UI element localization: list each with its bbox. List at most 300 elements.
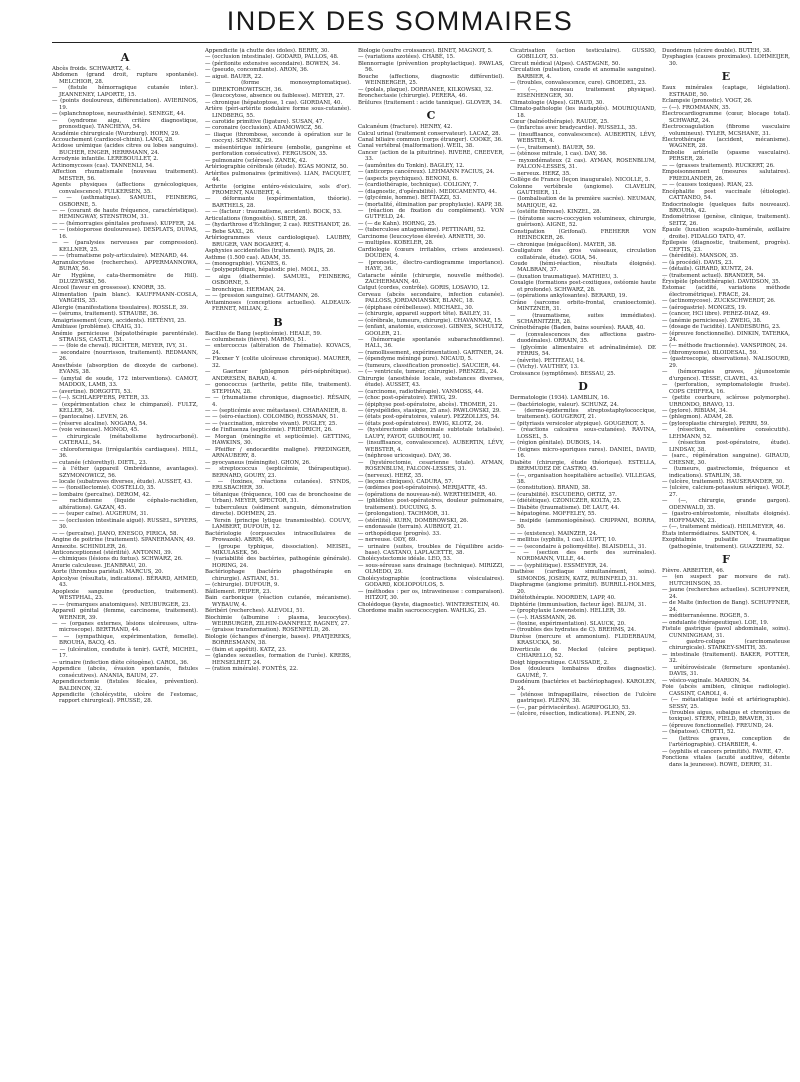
index-entry: — (péritonite extensive secondaire). BOWEN, 34. — [205, 60, 341, 67]
index-entry: — (œdèmes post-opératoires). MERIJATTE, 45. — [358, 485, 487, 492]
index-entry: Carcinome (leucocytose élevée). ARNETH, 30. — [358, 233, 486, 240]
index-entry: — (épreuve fonctionnelle). DINKIN, TATERKA, 24. — [662, 330, 790, 344]
index-entry: Fièvre. ARBEITER, 46. — [662, 567, 725, 574]
index-entry: — — (grasses traitement). RUCKERT, 26. — [662, 162, 775, 169]
index-entry: — (sténose infrapapillaire, résection de l'ulcère gastrique). PLENN, 38. — [510, 691, 656, 705]
index-entry: — (lombalisation de la première sacrée). NEUMAN, MARIQUE, 42. — [510, 196, 656, 209]
index-entry: — (insuffisance, convalescence). AUBERTIN, LÉVY, WEBSTER, 4. — [358, 440, 504, 453]
index-entry: — (—, traitement). BAUER, 59. — [510, 144, 595, 151]
index-entry: Circulation (pulsation, coude et anomalie sanguine). BARBIER, 4. — [510, 67, 656, 80]
index-entry: Artériogrammes vieux cardiologique). LAUBRY, BRUGER, VAN BOGAERT, 4. — [205, 235, 351, 248]
index-entry: — (—). HASSMANN, 26. — [510, 614, 577, 621]
index-entry: — (nerveux). HERZ, 35. — [358, 472, 424, 479]
index-entry: — mellitus (syphilis, 1 cas). LUPTT, 10. — [510, 537, 617, 544]
index-entry: — (aspects psychiques). BENONI, 6. — [358, 175, 458, 182]
index-entry: — (sarc., régénération sanguine). GIRAUD, CHESNE, 30. — [662, 453, 790, 466]
index-entry: — — (section des nerfs des surrénales). NORDMANN, VILLE, 44. — [510, 549, 656, 563]
index-entry: — (expérimentation chez le chimpanzé). FULTZ, KELLER, 34. — [52, 401, 198, 415]
index-entry: — (hémorragies graves, jéjunostomie d'urgence). TESSE, CLAVEL, 43. — [662, 369, 790, 382]
index-entry: — urétérovésicale (fermeture spontanée). DAVIS, 31. — [662, 664, 790, 678]
index-entry: — (syphilis et cancers primitifs). FAVRE, 47. — [662, 748, 784, 755]
index-entry: — — (vaccination, microbe vivant). PUGLEY, 25. — [205, 420, 338, 427]
index-entry: — endonasale (terrain). AUBRIOT, 21. — [358, 524, 463, 531]
index-entry: Alcool (faveur en grossesse). KNORR, 35. — [52, 285, 166, 292]
index-entry: — (ostéite fibreuse). KINZEL, 28. — [510, 209, 602, 216]
index-entry: Anesthésie (absorption de dioxyde de carbone). EVANS, 38. — [52, 362, 198, 376]
index-entry: — (néphrose uricosique). DAY, 36. — [358, 453, 452, 460]
index-entry: — — (toxines, réactions cutanées). SYNDS, ERLSBACHER, 39. — [205, 479, 351, 492]
index-entry: Bactériologie (corpuscules intracellulaires de Prowazek). ABRIN, 46. — [205, 530, 351, 544]
index-entry: Cerveau (abcès secondaire, infection cutanée). PALLOSS, JORDANIANSKY, BLANC, 18. — [358, 291, 504, 305]
index-column-2 — [205, 48, 351, 1078]
index-entry: Coxalgie (formations post-coxitiques, ostéomie haute et profonde). SCHWARZ, 28. — [510, 280, 656, 293]
index-entry: Artère (péri-artérite nodulaire forme sous-cutanée). LINDBERG, 55. — [205, 106, 351, 119]
index-entry: — (états post-opératoires). EWIG, KLOTZ, 24. — [358, 420, 484, 427]
index-entry: Biologie (échanges d'énergie, bases). PRATJEREKS, BORRESMANN, 38. — [205, 633, 351, 647]
index-entry: — (épiphase cérébelleuse). MICHAEL, 30. — [358, 304, 474, 311]
index-entry: — streptococcus (septicémie, thérapeutique). BERNARD, GOURY, 23. — [205, 466, 351, 479]
index-entry: — (hydarthrose d'Echlinger, 2 cas). RESTHANDT, 26. — [205, 222, 351, 229]
index-entry: — (gastroscopie, observations). NALISOURD, 29. — [662, 356, 790, 369]
index-entry: Alimentation (pain blanc). KAUFFMANN-COSLA, VARGHIS, 35. — [52, 291, 198, 305]
index-entry: — (bactériologie, valeur). SCHUNZ, 24. — [510, 401, 619, 408]
index-entry: — — (asthmatique). SAMUEL, FEINBERG, OSBORNE, 5. — [52, 195, 198, 208]
index-entry: — (polypeptidique, hépatodic pie). MOLL, 35. — [205, 267, 331, 274]
index-entry: Catgut (cordes, contrôle). GORIS, LOSAVIO, 12. — [358, 285, 490, 292]
index-entry: — (constitution). BRAND, 38. — [510, 485, 591, 492]
index-entry: Bactériophage (bactério phagothérapie en chirurgie). ASTIANI, 51. — [205, 569, 351, 582]
section-letter: E — [721, 70, 731, 84]
index-entry: — (états post-opératoires, valeur). PEZZOLLES, 54. — [358, 414, 500, 421]
index-entry: — (stérilité). KURN, DOMBROWSKI, 26. — [358, 517, 469, 524]
index-entry: — — (organes externes, lésions ulcéreuses, ultra-microscope). BERTRAND, 44. — [52, 620, 198, 634]
index-entry: — (polals, plaque). DORRANEE, KILKOWSKI, 32. — [358, 86, 493, 93]
section-letter: C — [426, 109, 436, 123]
index-entry: — — (percaïne). JIANO, ENESCO, FIRICA, 58. — [52, 530, 179, 537]
index-entry: — mésentérique inférieure (embolie, gangrène et perforation consécutive). FERGUSON, 35. — [205, 144, 351, 158]
index-entry: — — (paralysies nerveuses par compression). KELLNER, 25. — [52, 240, 198, 253]
index-entry: — columbensis (fièvre). MARMO, 51. — [205, 337, 307, 344]
index-entry: Allergie (manifestations tissulaires). ROSSLE, 39. — [52, 304, 189, 311]
index-entry: Amibiase (problème). CRAIG, 31. — [52, 324, 143, 331]
index-entry: Diététothérapie. NOORDEN, LAPP, 40. — [510, 595, 616, 602]
index-entry: Abcès froids. SCHWARTZ, 4. — [52, 66, 131, 72]
index-entry: — (opérations ankylosantes). BERARD, 19. — [510, 293, 628, 300]
index-entry: — (sténose mitrale, 1 cas). DAY, 36. — [510, 151, 608, 158]
index-entry: Cataracte sénile (chirurgie, nouvelle méthode). ZACHERMANN, 40. — [358, 272, 504, 285]
index-entry: Diphtérie (immunisation, facteur âge). BLUM, 31. — [510, 601, 647, 608]
index-entry: — (épreuve fonctionnelle). FREUND, 24. — [662, 722, 774, 729]
index-entry: — (graisse transformation). ROSENFELD, 26. — [205, 627, 331, 634]
index-entry: — (détails). GIRARD, KUNTZ, 24. — [662, 266, 754, 273]
index-entry: Artérites pulmonaires (primitives). LIAN, FACQUET, 44. — [205, 170, 351, 184]
index-entry: — (—, nouveau traitement physique). EISENHENGER, 30. — [510, 86, 656, 100]
index-entry: — — (remarques anatomiques). NEUBURGER, 23. — [52, 601, 191, 608]
index-entry: Calcanéum (fracture). HENRY, 42. — [358, 124, 453, 131]
index-entry: Estomac (acidité, variations méthode électrométrique). FRACE, 24. — [662, 285, 790, 298]
index-entry: Endométriose (genèse, clinique, traitement). SEITZ, 26. — [662, 214, 790, 227]
index-entry: — — (pression sanguine). GUTMANN, 26. — [205, 293, 320, 300]
index-entry: Cicatrisation (action testiculaire). GUSSIO, GOBILLOT, 53. — [510, 48, 656, 61]
index-entry: — (phlegmon). ADAM, 28. — [662, 414, 734, 421]
index-entry: — (gastro-entérostomie, résultats éloignés). HOFFMANN, 23. — [662, 511, 790, 524]
index-entry: — (splanchnoptose, neurasthénie). SENEGE, 44. — [52, 111, 186, 118]
index-entry: — Pfeiffer / endocardite maligne). FREDINGER, ARNAUBERY, 8. — [205, 446, 351, 460]
index-entry: États intermédiaires. SAINTON, 4. — [662, 530, 757, 537]
index-entry: — — (séro-réaction). COLOMBO, ROSSMAN, 51. — [205, 414, 339, 421]
index-entry: — — (septicémie avec métastases). CHARANIER, 8. — [205, 408, 347, 415]
index-entry: — — (courant de haute fréquence, caractéristique). HEMINGWAY, STENSTROM, 31. — [52, 207, 198, 221]
index-entry: Constipation (Grifonal). FREHERR VON HEINECKER, 26. — [510, 228, 656, 242]
index-entry: — à l'éther (appareil Ombrédanne, avantages). SZYMONOWICZ, 56. — [52, 466, 198, 479]
index-entry: — — (rhumatisme poly-articulaire). MENARD, 44. — [52, 253, 189, 260]
index-entry: — myxœdémateux (2 cas). AYMAN, ROSENBLUM, FALCON-LESSES, 31. — [510, 157, 656, 171]
index-entry: — aiguë. BAUER, 22. — [205, 73, 263, 80]
index-entry: — Gaertner (phlegmon péri-néphrétique). ANDRESEN, BARAD, 4. — [205, 369, 351, 382]
index-entry: Duodénum (ulcère double). BUTEH, 38. — [662, 48, 772, 54]
index-entry: Fonctions vitales (acuité auditive, détente dans la jeunesse). ROWE, DERRY, 31. — [662, 755, 790, 768]
index-entry: Érysipèle (phototthérapie). DAVIDSON, 35. — [662, 278, 781, 285]
index-entry: Canal vertébral (malformation). WEIL, 38. — [358, 143, 474, 150]
index-entry: Diathèse (cardiaque simultanément, soins). SIMONDS, JOSEIN, KATZ, RUBINFELD, 31. — [510, 569, 656, 582]
index-entry: Acidose urémique (acides citres ou lobes sanguins). BUCHER, ENGER, HERRMANN, 24. — [52, 143, 198, 156]
index-entry: Foie (abcès amibien, clinique radiologie). CASSINT, CAROLI, 4. — [662, 684, 790, 697]
index-entry: — — (super caïne). AUGERUM, 31. — [52, 511, 149, 518]
index-entry: Biochimie (albumine : plasma, leucocytes). WEIRBURGER, ZILHIN-DANNFELT, RAGNEY, 27. — [205, 614, 351, 627]
index-entry: — (méthodes : per os, intraveineuse : comparaison). HITZOT, 30. — [358, 588, 504, 602]
index-entry: Dermatologie (1934). LAMBLIN, 16. — [510, 395, 610, 402]
index-entry: Anémie pernicieuse (hépatothérapie parentérale). STRAUSS, CASTLE, 31. — [52, 330, 198, 344]
index-entry: Artériographie cérébrale (étude). EGAS MONIZ, 50. — [205, 164, 349, 171]
index-entry: Cholécystectomie idéale. LEO, 53. — [358, 556, 452, 563]
index-entry: Épaule (luxation scapulo-humérale, axillaire droite). FIDALGO TATO, 47. — [662, 227, 790, 240]
index-entry: — sous-séreuse sans drainage (technique). MIRIZZI, OLMEDO, 29. — [358, 562, 504, 576]
index-entry: Collège de France (leçon inaugurale). NICOLLE, 5. — [510, 177, 651, 184]
index-entry: — (leucocytose, absence ou faiblesse). MEYER, 27. — [205, 93, 345, 100]
index-entry: — de Malte (infection de Bang). SCHUFFNER, 24. — [662, 600, 790, 613]
index-entry: — (ulcère, traitement). HAUSERANDER, 30. — [662, 479, 785, 485]
index-entry: — (monographie). VIGNES, 6. — [205, 260, 287, 267]
index-entry: — (tératome sacro-coccygien volumineux, chirurgie, guérison). AIGNE, 52. — [510, 215, 656, 229]
index-entry: Embolie artérielle (spasme vasculaire). PERSER, 28. — [662, 149, 790, 163]
index-entry: — cutanée (chlorethyl). DIETL, 23. — [52, 459, 148, 466]
index-entry: — — (rhumatisme chronique, diagnostic). RÉSAIN, 4. — [205, 395, 351, 408]
index-entry: Dos (douleurs lombaires droites diagnostic). GAUMÉ, 7. — [510, 666, 656, 679]
index-entry: — (hépatose). CROTTI, 52. — [662, 729, 736, 736]
index-entry: — (fibromyxome). BLOIDESAL, 59. — [662, 349, 758, 356]
index-entry: — (troubles, convalescence, cure). GROEDEL, 23. — [510, 80, 647, 87]
index-entry: — (—, par périviscérites). AGRIFOGLIO, 53. — [510, 704, 631, 711]
index-entry: Fistule gastrique (pavol abdominale, soins). CUNNINGHAM, 31. — [662, 626, 790, 639]
index-entry: — — (facteur : traumatisme, accident). BOCK, 53. — [205, 209, 342, 216]
index-entry: Épilepsie (diagnostic, traitement, progrès). CEFTIS, 23. — [662, 240, 790, 253]
index-entry: — (pantocaïne). LEVEN, 26. — [52, 414, 129, 421]
index-entry: — (tumeurs, classification pronostic). SAUCIER, 44. — [358, 362, 501, 369]
index-entry: Calcul urinal (traitement conservateur). LACAZ, 28. — [358, 130, 501, 137]
index-entry: — (ration minérale). FONTÈS, 22. — [205, 666, 298, 673]
index-entry: — (région génitale). DUBOIS, 14. — [510, 440, 602, 447]
index-entry: — multiples. KOBELER, 28. — [358, 240, 434, 247]
index-entry: Canal biliaire commun (corps étranger). COOKE, 36. — [358, 136, 503, 143]
index-entry: Appendice (abcès, évasion spontanée, fistules consécutives). ANANIA, BAIUM, 27. — [52, 666, 198, 679]
index-entry: Brûlures (traitement : acide tannique). GLOVER, 34. — [358, 99, 502, 106]
index-entry: — (phlébites post-opératoires, douleur pulmonaire, traitement). DUCUING, 5. — [358, 498, 504, 511]
index-entry: Eclampsie (pronostic). VOGT, 26. — [662, 98, 753, 105]
index-entry: — entercoccus (altération de l'hématie). KOVACS, 24. — [205, 343, 351, 356]
index-entry: — de l'influenza (septicémie). FRIEDRICH, 26. — [205, 427, 333, 434]
index-entry: — (lettres graves, conception de l'artériographie). CHARBIER, 4. — [662, 735, 790, 749]
index-entry: Électrocoagulation (fibrome vasculaire volumineux). TYLER, MCSHANE, 31. — [662, 124, 790, 137]
index-entry: — Diabète (traumatisme). DE LAUT, 44. — [510, 504, 620, 511]
index-entry: — (— métastatique isolé et artériographie). SESSY, 25. — [662, 697, 790, 710]
index-entry: Chirurgie (anesthésie locale, substances diverses, étude). AUSSET, 43. — [358, 375, 504, 389]
index-entry: — (amytal de soude, 172 interventions). CAMOT, MADDOX, LAMB, 33. — [52, 375, 198, 389]
index-entry: — hépatogène. MOFFELEY, 55. — [510, 511, 597, 518]
index-entry: — — (syphilitique). ESSMEYER, 24. — [510, 562, 608, 569]
index-entry: — Bebe SAXL, 26. — [205, 228, 255, 235]
index-entry: — — (hémorragies génitales profuses). KUPFER, 24. — [52, 220, 196, 227]
index-entry: Colonne vertébrale (angiome). CLAVELIN, GAUTHIER, 11. — [510, 183, 656, 196]
index-entry: — (occlusion intestinale). GODARD, PALLOS, 48. — [205, 54, 339, 61]
index-entry: — (hérédité). MANSON, 35. — [662, 253, 739, 260]
index-entry: Accouchement (cardiocol-chinin). LANG, 28. — [52, 136, 174, 143]
index-entry: — (luxation traumatique). MATHIEU, 3. — [510, 273, 619, 280]
index-entry: — déformante (expérimentation, théorie). BARTHELS, 28. — [205, 196, 351, 209]
index-entry: — nerveux. HERZ, 35. — [510, 170, 571, 177]
index-entry: — (aérogastrie). MONGES, 19. — [662, 304, 747, 311]
index-entry: — (troubles des hydrates de C). BREHMS, 24. — [510, 627, 636, 634]
index-entry: — urinaire (suites, troubles de l'équilibre acido-base). CASTANO, LAPLACETTE, 38. — [358, 543, 504, 556]
index-entry: — (cérébrale, tumeurs, chirurgie). CHAVANNAZ, 15. — [358, 317, 503, 324]
index-entry: — — (foie de cheval). RICHTER, MEYER, IVY, 31. — [52, 343, 188, 350]
index-entry: — tuberculeux (sédiment sanguin, démonstration directe). DOHMEN, 25. — [205, 504, 351, 518]
index-entry: — — (ulcération, conduite à tenir). GATÉ, MICHEL, 17. — [52, 646, 198, 660]
section-letter: A — [120, 51, 130, 64]
index-entry: Asthme (1.500 cas). ADAM, 35. — [205, 254, 291, 261]
index-entry: — (—). SCHLAEPFERS, PETER, 33. — [52, 395, 150, 402]
index-entry: — — (tonsillectomie). COSTELLO, 35. — [52, 485, 156, 492]
index-entry: Appendicite (cholécystite, ulcère de l'estomac, rapport chirurgical). PRUSSE, 28. — [52, 691, 198, 705]
index-column-1 — [52, 48, 198, 1078]
index-entry: — (—, chirurgie, grande gargon). ODENWALD, 35. — [662, 498, 790, 511]
index-entry: Cholédoque (kyste, diagnostic). WINTERSTEIN, 40. — [358, 601, 500, 608]
index-entry: — urinaire (infection diète cétogène). CAROL, 36. — [52, 659, 189, 666]
index-entry: Dysphagies (causes proximales). LOHMEIJER, 30. — [662, 54, 790, 67]
index-entry: Agents physiques (affections gynécologiques, convalescence). FULKERSEN, 35. — [52, 182, 198, 195]
index-entry: Diurèse (mercure et ammonium). FLIDERBAUM, KRASUCKA, 56. — [510, 633, 656, 647]
index-entry: — (érysipélides, stasique, 25 ans). PAWLOWSKI, 29. — [358, 408, 501, 415]
index-entry: — orthopédique (progrès). 33. — [358, 530, 441, 537]
index-entry: — — (sympathique, expérimentation, femelle). BROUHA, BACQ, 45. — [52, 633, 198, 647]
index-entry: — (ramollissement, expérimentation). GARTNER, 24. — [358, 349, 504, 356]
index-entry: Encéphalite post vaccinale (étiologie). CATTANEO, 54. — [662, 188, 790, 202]
index-entry: — jaune (recherches actuelles). SCHUFFNER, 24. — [662, 587, 790, 600]
index-entry: — (cardiothérapie, technique). COLIGNY, 7. — [358, 182, 479, 189]
index-entry: Diabète (chirurgie, étude théorique). ESTELLA, BERMUDEZ DE CASTRO, 45. — [510, 459, 656, 473]
index-column-4 — [510, 48, 656, 1078]
index-entry: Climatologie (Alpes). GIRAUD, 30. — [510, 99, 605, 106]
index-entry: — pyocyaneus (méningite). GHON, 26. — [205, 459, 311, 466]
index-entry: — (chirurgie, appareil support tête). BAILEY, 31. — [358, 311, 492, 318]
index-entry: — (cancer, HCl libre). PEREZ-DIAZ, 49. — [662, 311, 771, 318]
index-entry: — (enfant, anatomie, exsiccose). GIBNES, SCHULTZ, GOOLER, 21. — [358, 324, 504, 337]
index-entry: — (résection post-opératoire, étude). LINDSAY, 38. — [662, 440, 790, 453]
index-entry: — rachidienne (liquide céphalo-rachidien, altérations). GAZAN, 45. — [52, 498, 198, 511]
index-entry: Bain carbonique (réaction cutanée, mécanisme). WYBAUW, 4. — [205, 595, 351, 608]
index-entry: — — (existence). MAINZER, 24. — [510, 530, 598, 537]
index-entry: Circuit médical (Alpes). CASTAGNE, 50. — [510, 60, 621, 67]
index-entry: Électrothérapie (accident, mécanisme). WAGNER, 28. — [662, 136, 790, 150]
index-entry: — (chirurgie). DUFOUR, 9. — [205, 582, 280, 589]
index-entry: — (variabilité des bactéries, pathogénie générale). HORING, 24. — [205, 556, 351, 569]
index-entry: Annexite. SCHINDLER, 26. — [52, 543, 127, 550]
title-rule — [52, 42, 752, 43]
index-entry: — (glycémie alimentaire et adrénalinémie). DE FERRIS, 54. — [510, 344, 656, 358]
index-entry: — (hystérectomie, cesarienne totale). AYMAN, ROSENBLUM, FALCON-LESSES, 31. — [358, 459, 504, 473]
index-entry: — Morgan (méningite et septicémie). GETTING, HAWKINS, 30. — [205, 433, 351, 447]
index-entry: — insipide (ammoniogénèse). CRIPPANI, BORRA, 50. — [510, 517, 656, 531]
index-entry: Crénothérapie (Baden, bains sourées). RAAB, 40. — [510, 325, 646, 332]
index-entry: — lombaire (percaïne). DEROM, 42. — [52, 491, 151, 498]
index-entry: — gonococcus (arthrite, petite fille, traitement). STEPHAN, 28. — [205, 382, 351, 395]
index-entry: — — (secondaire à poliomyélite). BLAISDELL, 31. — [510, 543, 647, 550]
index-entry: Bouche (affections, diagnostic différentiel). WEINBERGER, 25. — [358, 73, 504, 87]
index-entry: — (variations azotées). CHABÉ, 15. — [358, 54, 455, 61]
index-entry: — chronique (hépatoptose, 1 cas). GIORDANI, 40. — [205, 99, 343, 106]
index-entry: — pulmonaire (sclérose). ZANEK, 42. — [205, 157, 308, 164]
index-entry: — (en suspect par morsure de rat). HUTCHINSON, 35. — [662, 574, 790, 587]
index-entry: Avitaminoses (conceptions actuelles). ALDEAUX-FERNET, MILIAN, 2. — [205, 299, 351, 313]
index-column-5 — [662, 48, 790, 1078]
index-entry: — (Vichy). VAUTHEY, 13. — [510, 364, 579, 371]
index-entry: Amaigrissement (cure, accidents). HETÉNYI, 25. — [52, 317, 186, 324]
index-entry: — (anémie pernicieuse). ZWEIG, 38. — [662, 317, 762, 324]
index-entry: Aorte (thrombus pariétal). MARCUS, 20. — [52, 569, 164, 576]
index-entry: Béribéri (recherches). ALEVOLI, 51. — [205, 608, 305, 615]
index-entry: Académie chirurgicale (Wurzburg). HORN, 29. — [52, 130, 180, 137]
index-entry: Bronchectasie (chirurgie). PERERA, 46. — [358, 93, 468, 100]
index-entry: Diaphragme (angiome primitif). BURRILL-HOLMES, 20. — [510, 582, 656, 595]
index-entry: — chloroformique (irrégularités cardiaques). HILL, 36. — [52, 446, 198, 460]
index-entry: — (anticorps cancéreux). LEHMANN FACIUS, 24. — [358, 169, 495, 176]
index-entry: — (convalescences des affections gastro-duodénales). ORRAIN, 35. — [510, 331, 656, 345]
index-entry: — chirurgicale (métabolisme hydrocarboné). CATERALL, 54. — [52, 433, 198, 447]
index-entry: — (glycémie, homme). BETTAZZI, 53. — [358, 195, 462, 202]
index-entry: — tétanique (fréquence, 100 cas de bronchosine de Urban). MEYER, SPECTOR, 31. — [205, 491, 351, 505]
index-entry: — bronchique. HERMAN, 24. — [205, 286, 286, 293]
index-entry: Appendicectomie (fistules fécales, prévention). BALDINON, 32. — [52, 679, 198, 692]
index-entry: — (sérums, traitement). STRAUBE, 36. — [52, 311, 159, 318]
index-entry: — (choc post-opératoire). EWIG, 29. — [358, 395, 457, 402]
index-entry: Anticonceptionnel (stérilité). ANTONNI, 39. — [52, 549, 173, 556]
index-entry: — chimiques (lésions du fœtus). SCHWARZ, 26. — [52, 556, 183, 563]
index-entry: — (perforation, symptomatologie fruste). COPS CHIFFEA, 16. — [662, 382, 790, 395]
index-entry: — (pylore). RIBIAM, 34. — [662, 408, 728, 415]
index-entry: — (mortalité, élimination par prophylaxie). KAPP, 38. — [358, 201, 503, 208]
index-entry: — locale (subatraves diverses, étude). AUSSET, 43. — [52, 479, 193, 485]
index-entry: Abdomen (grand droit, rupture spontanée). MELCHIOR, 28. — [52, 72, 198, 85]
index-entry: Angine de poitrine (traitement). SPANERMANN, 49. — [52, 537, 196, 544]
index-entry: Blennorragie (prévention prophylactique). PAWLAS, 56. — [358, 60, 504, 74]
index-column-3 — [358, 48, 504, 1078]
index-entry: — (à procédé). DAVIS, 23. — [662, 259, 734, 266]
index-entry: — (pyloroplastie chirurgie). PERRI, 59. — [662, 420, 769, 427]
section-letter: D — [578, 380, 588, 394]
index-entry: Climato-pathologie (les inadaptés). MOURIQUAND, 18. — [510, 106, 656, 119]
index-entry: — (avertine). BORGOTTI, 53. — [52, 388, 133, 395]
index-entry: Apoplexie sanguine (production, traitement). WESTPHAL, 23. — [52, 588, 198, 602]
index-entry: — (points douloureux, différenciation). AVIERINOS, 19. — [52, 98, 198, 111]
index-entry: — (voie veineuse). MONOD, 45. — [52, 427, 139, 434]
index-entry: — (diététique). CZONICZER, KOLTA, 25. — [510, 498, 622, 505]
index-entry: — (névrite). PETITEAU, 14. — [510, 357, 585, 364]
index-entry: — — (causes toxiques). RIAN, 23. — [662, 182, 754, 189]
index-entry: — (aumônites du Tonkin). BAGLEY, 12. — [358, 162, 465, 169]
index-entry: Bâillement. PEIPER, 23. — [205, 588, 272, 595]
index-entry: — (troubles aigus, subaigus et chroniques de toxique). STERN, FIELD, BRAVER, 31. — [662, 709, 790, 723]
index-entry: — (syndrome aigu, critère diagnostique, pronostique). TANCHEVA, 54. — [52, 117, 198, 131]
index-entry: — (— ventricule, tumeur, chirurgie). PRENZEL, 24. — [358, 369, 499, 376]
index-entry: — ondulante (thérapeutique). LOE, 19. — [662, 619, 769, 626]
index-entry: Actinomycoses (cas). TANNENLI, 54. — [52, 162, 154, 169]
index-entry: — iliaque (thrombose, seconde à opération sur le coccyx). SENNEK, 29. — [205, 131, 351, 145]
index-entry: — (réaction de fixation du complément). VON GUTFELD, 24. — [358, 207, 504, 221]
index-entry: Affection rhumatismale (nouveau traitement). MESTER, 56. — [52, 169, 198, 182]
index-entry: — (faim et appétit). KATZ, 23. — [205, 646, 287, 653]
index-entry: — (traumatisme, suites immédiates). SCHARNITZER, 28. — [510, 312, 656, 326]
index-entry: — (hémorragie spontanée subarachnoïdienne). HALL, 36. — [358, 337, 504, 350]
index-entry: — Yersin (principe lytique transmissible). COUVY, LAMBERT, DUFOUR, 12. — [205, 517, 351, 531]
index-entry: — (pronostic, électro-cardiogramme importance). HAYE, 36. — [358, 259, 504, 273]
index-entry: Air Hygiène, cata-thermomètre de Hill). DLUZEWSKI, 56. — [52, 272, 198, 285]
section-letter: B — [273, 315, 283, 329]
index-entry: Cardiologie (cœurs irritables, crises anxieuses). DOUDEN, 4. — [358, 246, 504, 260]
index-entry: Asphyxies accidentelles (traitement). PAJIS, 26. — [205, 248, 336, 255]
index-entry: — (—, traitement médical). HEILMEYER, 46. — [662, 524, 786, 531]
index-entry: Exophtalmie pulsatile traumatique (pathogénie, traitement). GUAZZIERI, 52. — [662, 537, 790, 550]
index-entry: — (forme monosymptomatique). DIREKTOROWITSCH, 36. — [205, 80, 351, 93]
index-entry: — (glandes sexuelles, formation de l'urée). KREBS, HENSELREIT, 24. — [205, 653, 351, 666]
index-entry: — secondaire (nourrisson, traitement). REDMANN, 26. — [52, 349, 198, 363]
index-entry: — (épendyme méningé pure). NICAUD, 5. — [358, 356, 473, 363]
index-entry: — (prophylaxie Lowenstein). HELLER, 39. — [510, 608, 626, 615]
index-entry: — (—). FROMMANN, 35. — [662, 104, 731, 111]
index-entry: Biologie (soufre croissance). BINET, MAGNOT, 5. — [358, 48, 493, 54]
index-entry: — (insuffisance, convalescence). AUBERTIN, LÉVY, WEBSTER, 4. — [510, 131, 656, 145]
index-entry: — gastro-colique (carcinomateuse chirurgicale). STARKEY-SMITH, 35. — [662, 638, 790, 652]
index-entry: — (tumeurs, gastrectomie, fréquence et indications). STARLIN, 38. — [662, 466, 790, 479]
index-entry: — (pseudo, concomitante). ARON, 36. — [205, 67, 309, 74]
index-entry: — (pityriasis versicolor atypique). GOUGEROT, 5. — [510, 420, 646, 427]
section-letter: F — [722, 552, 730, 566]
index-entry: — (dosage de l'acidité). LANDESBURG, 23. — [662, 324, 781, 331]
index-entry: Anurie calculeuse. JEANBRAU, 20. — [52, 562, 147, 569]
index-entry: — (—, organisation hospitalière actuelle). VILLEGAS, 38. — [510, 472, 656, 485]
index-entry: — (leçons cliniques). CADURA, 57. — [358, 479, 454, 485]
index-entry: — (teignes micro-sporiques rares). DANIEL, DAVID, 16. — [510, 446, 656, 460]
index-entry: — — (occlusion intestinale aiguë). RUSSEL, SPYERS, 30. — [52, 517, 198, 531]
index-entry: — (dermo-épidermites streptostaphylococcique, traitement). GOUGEROT, 21. — [510, 408, 656, 421]
index-entry: Doigt hippocratique. CAUSSADE, 2. — [510, 659, 609, 666]
index-entry: — (épiphyse post-opératoire, abcès). TROMER, 21. — [358, 401, 498, 408]
index-entry: — (prolongation). TACHMOR, 31. — [358, 511, 450, 518]
index-entry: Cancer (action de la pituitrine). RIVERE, CREEVER, 33. — [358, 149, 504, 163]
index-entry: — (ulcère, résection, indications). PLENN, 29. — [510, 711, 637, 718]
index-entry: Crâne (sarcome orbito-frontal, cranioectomie). MINTZNER, 31. — [510, 299, 656, 313]
index-entry: Diverticule de Meckel (ulcère peptique). CHIARELLO, 52. — [510, 646, 656, 660]
index-entry: — (— de Kahn). HORNG, 25. — [358, 220, 437, 227]
index-entry: Couligature des gros vaisseaux, circulation collatérale, étude). GOIA, 54. — [510, 248, 656, 261]
